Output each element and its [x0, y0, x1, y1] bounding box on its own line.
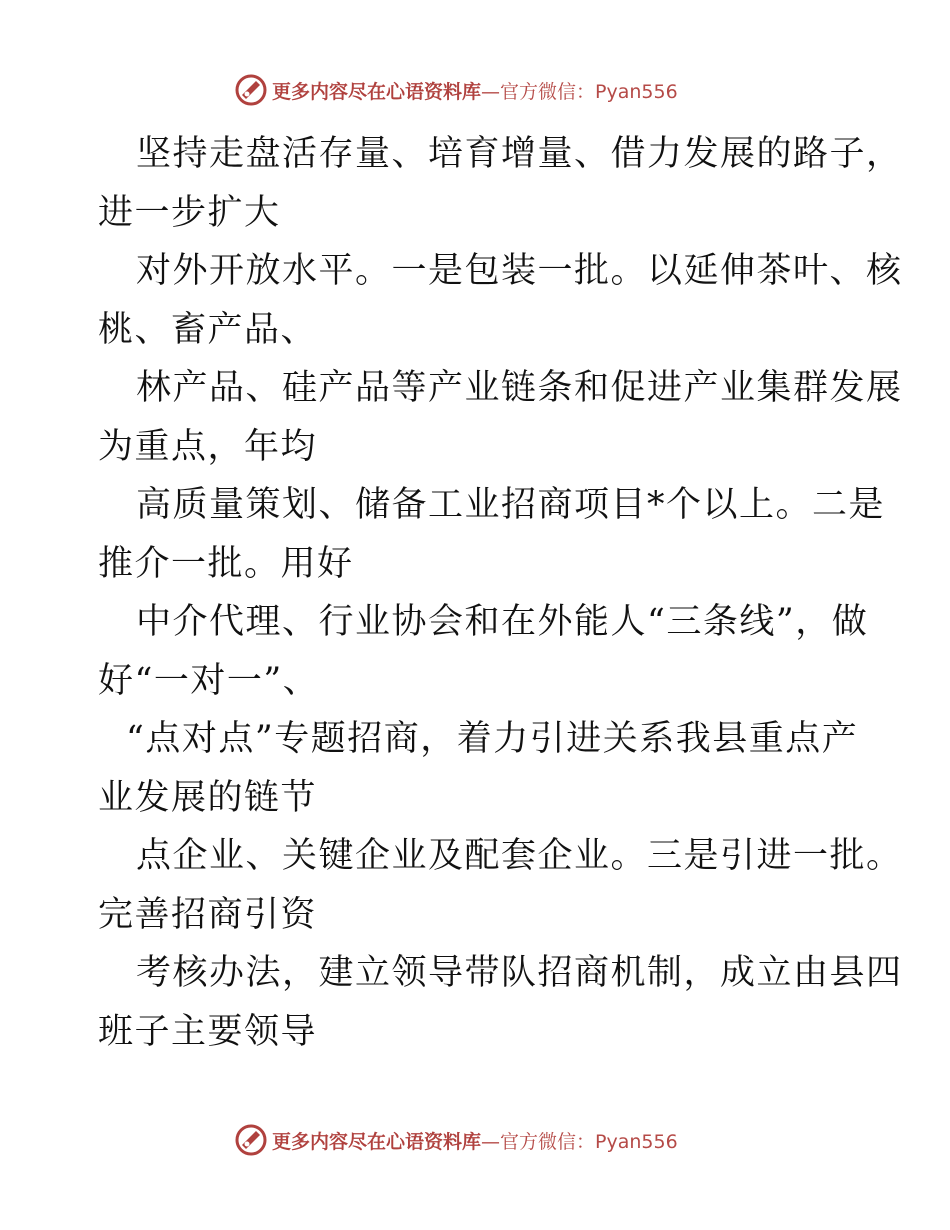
watermark-sub-text: —官方微信：Pyan556 — [481, 1130, 678, 1153]
footer-watermark — [234, 1122, 678, 1158]
text-line: 班子主要领导 — [98, 1011, 318, 1052]
text-line: 林产品、硅产品等产业链条和促进产业集群发展 — [136, 368, 903, 408]
logo-icon — [234, 73, 268, 107]
header-watermark — [234, 72, 678, 108]
text-line: 考核办法，建立领导带队招商机制，成立由县四 — [136, 953, 903, 993]
watermark-sub-text: —官方微信：Pyan556 — [481, 80, 678, 103]
text-line: 高质量策划、储备工业招商项目*个以上。二是 — [136, 485, 886, 525]
text-line: 完善招商引资 — [98, 894, 318, 935]
watermark-main-text: 更多内容尽在心语资料库 — [272, 80, 482, 103]
text-line: 好“一对一”、 — [98, 660, 320, 701]
text-line: 为重点，年均 — [98, 426, 318, 467]
text-line: 进一步扩大 — [98, 192, 281, 233]
text-line: 点企业、关键企业及配套企业。三是引进一批。 — [136, 836, 903, 876]
logo-icon — [234, 1123, 268, 1157]
watermark-main-text: 更多内容尽在心语资料库 — [272, 1130, 482, 1153]
text-line: 推介一批。用好 — [98, 543, 354, 584]
document-body — [98, 125, 903, 1061]
text-line: 对外开放水平。一是包装一批。以延伸茶叶、核 — [136, 251, 903, 291]
text-line: 业发展的链节 — [98, 777, 318, 818]
text-line: 坚持走盘活存量、培育增量、借力发展的路子， — [136, 134, 903, 174]
text-line: 中介代理、行业协会和在外能人“三条线”，做 — [136, 602, 869, 642]
text-line: “点对点”专题招商，着力引进关系我县重点产 — [126, 719, 859, 759]
text-line: 桃、畜产品、 — [98, 309, 318, 350]
